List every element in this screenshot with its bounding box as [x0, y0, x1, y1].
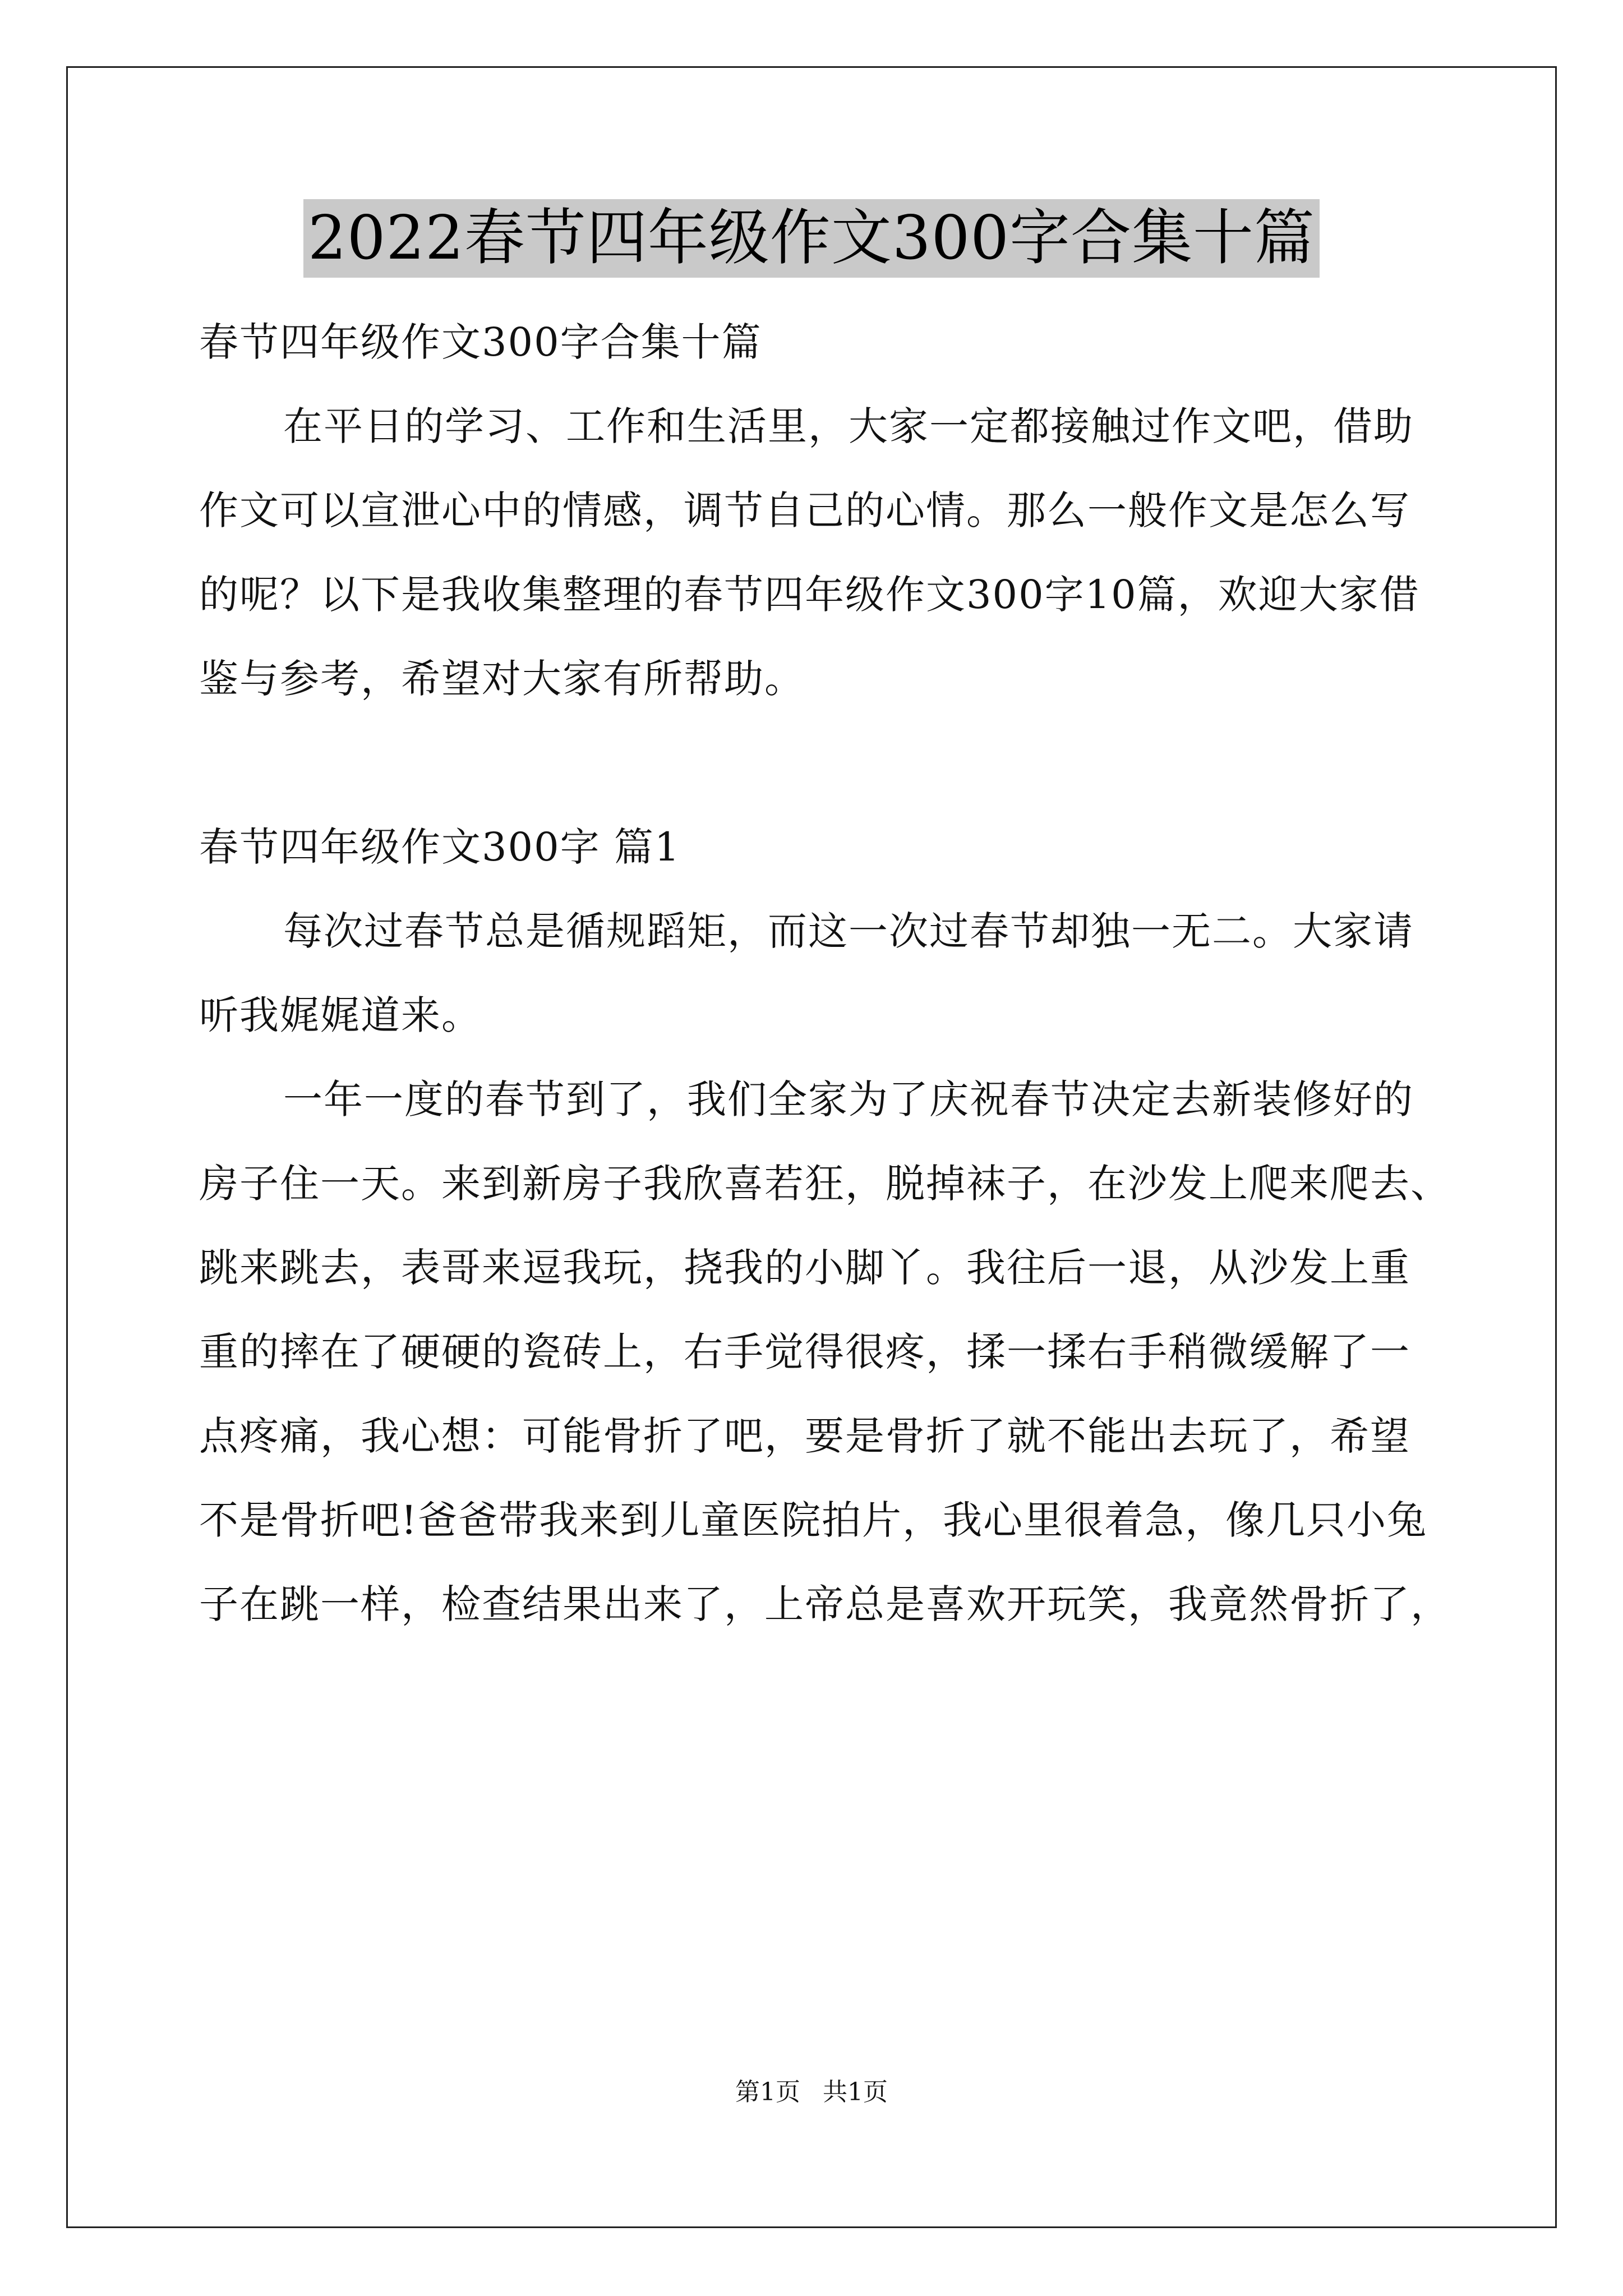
paragraph-line: 跳来跳去，表哥来逗我玩，挠我的小脚丫。我往后一退，从沙发上重: [199, 1245, 1410, 1291]
paragraph-line: 房子住一天。来到新房子我欣喜若狂，脱掉袜子，在沙发上爬来爬去、: [199, 1161, 1451, 1207]
document-title: 2022春节四年级作文300字合集十篇: [303, 199, 1320, 278]
intro-paragraph: [199, 384, 1427, 721]
subtitle: 春节四年级作文300字合集十篇: [199, 319, 762, 365]
document-body: [199, 300, 1451, 1646]
section-heading: 春节四年级作文300字 篇1: [199, 824, 681, 870]
paragraph-line: 点疼痛，我心想：可能骨折了吧，要是骨折了就不能出去玩了，希望: [199, 1413, 1410, 1459]
intro-line: 在平日的学习、工作和生活里，大家一定都接触过作文吧，借助: [283, 403, 1414, 449]
paragraph-1: [199, 889, 1427, 1057]
paragraph-2: [199, 1057, 1451, 1646]
paragraph-line: 每次过春节总是循规蹈矩，而这一次过春节却独一无二。大家请: [283, 908, 1414, 954]
page-number-total: 共1页: [823, 2078, 888, 2106]
paragraph-line: 听我娓娓道来。: [199, 992, 482, 1038]
page-footer: [0, 2076, 1623, 2109]
intro-line: 的呢？以下是我收集整理的春节四年级作文300字10篇，欢迎大家借: [199, 572, 1420, 618]
paragraph-gap: [199, 721, 1427, 805]
intro-line: 作文可以宣泄心中的情感，调节自己的心情。那么一般作文是怎么写: [199, 487, 1410, 533]
page-number-current: 第1页: [735, 2078, 800, 2106]
title-container: [0, 199, 1623, 278]
paragraph-line: 不是骨折吧!爸爸带我来到儿童医院拍片，我心里很着急，像几只小兔: [199, 1497, 1428, 1543]
paragraph-line: 子在跳一样，检查结果出来了，上帝总是喜欢开玩笑，我竟然骨折了，: [199, 1581, 1451, 1627]
paragraph-line: 一年一度的春节到了，我们全家为了庆祝春节决定去新装修好的: [283, 1076, 1414, 1122]
paragraph-line: 重的摔在了硬硬的瓷砖上，右手觉得很疼，揉一揉右手稍微缓解了一: [199, 1329, 1410, 1375]
intro-line: 鉴与参考，希望对大家有所帮助。: [199, 656, 805, 702]
